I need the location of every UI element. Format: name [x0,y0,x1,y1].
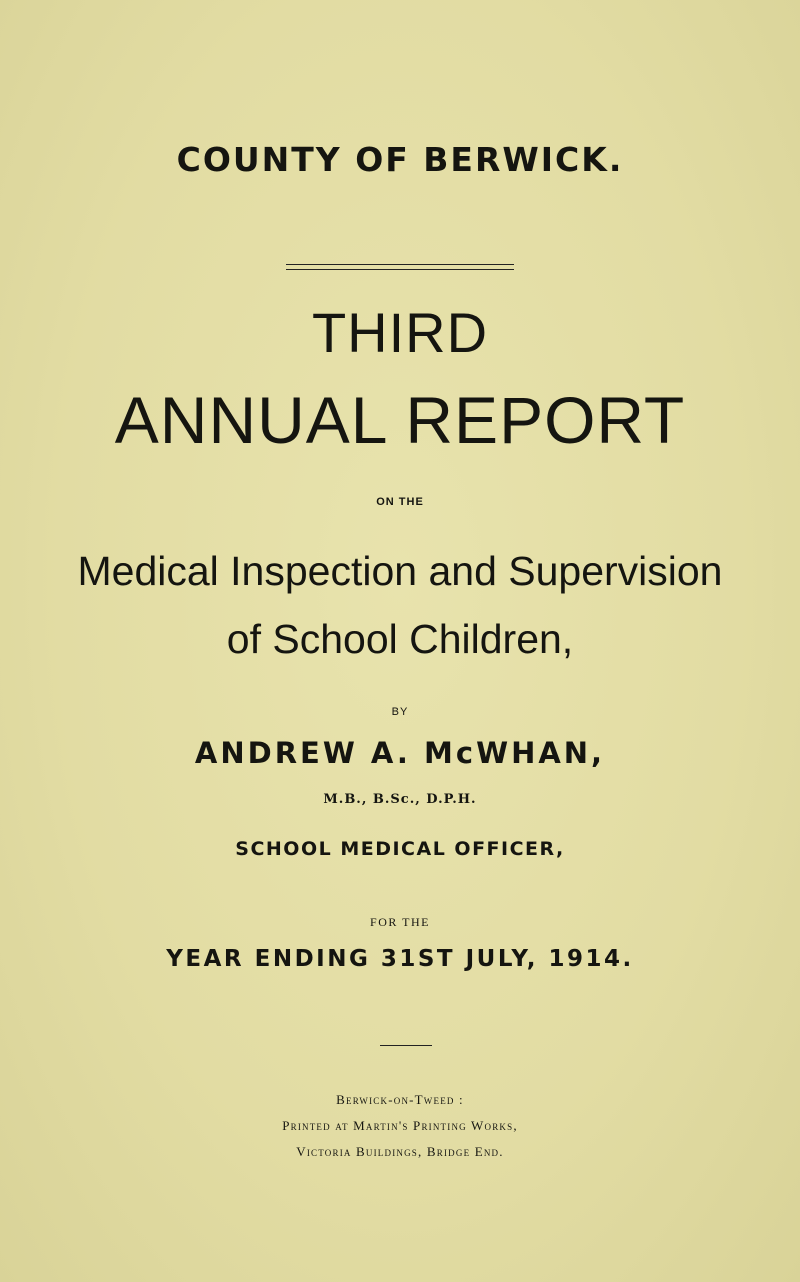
subject-line-1: Medical Inspection and Supervision [77,548,723,594]
double-rule-divider [286,264,514,270]
imprint-place: Berwick-on-Tweed : [336,1092,464,1107]
single-rule-divider [380,1045,432,1046]
author-name: ANDREW A. McWHAN, [194,736,606,770]
on-the-label: ON THE [376,496,424,508]
by-label: BY [391,706,409,718]
report-ordinal: THIRD [311,301,489,364]
author-degrees: M.B., B.Sc., D.P.H. [323,792,477,807]
for-the-label: FOR THE [370,915,430,929]
county-heading: COUNTY OF BERWICK. [176,140,624,179]
subject-line-2: of School Children, [226,616,574,662]
imprint-address: Victoria Buildings, Bridge End. [296,1144,504,1159]
author-position: SCHOOL MEDICAL OFFICER, [235,838,565,860]
year-ending-line: YEAR ENDING 31ST JULY, 1914. [166,946,634,972]
imprint-printer: Printed at Martin's Printing Works, [282,1118,518,1133]
report-title: ANNUAL REPORT [114,383,686,457]
